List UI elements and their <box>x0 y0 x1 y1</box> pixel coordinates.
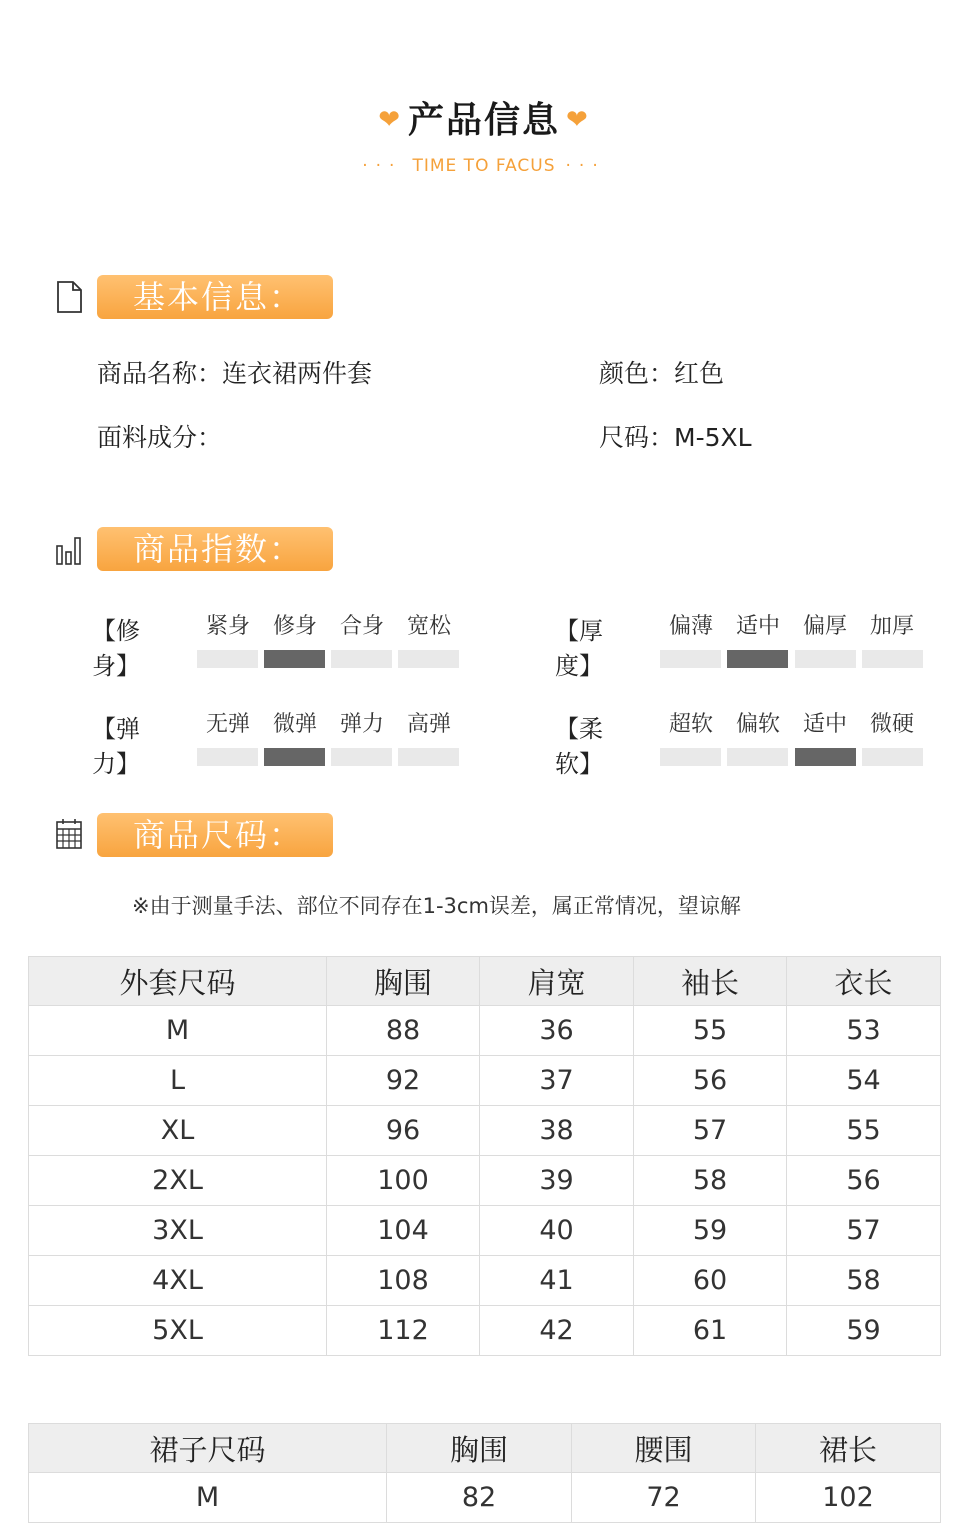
index-bar <box>197 650 258 668</box>
table-row <box>29 1006 941 1056</box>
dots-left: ··· <box>362 156 403 176</box>
size-label: 商品尺码： <box>97 813 333 857</box>
table-cell: 5XL <box>29 1306 327 1356</box>
table-cell: 56 <box>787 1156 941 1206</box>
table-header: 袖长 <box>634 957 787 1006</box>
index-option: 加厚 <box>869 614 914 639</box>
index-option: 偏厚 <box>802 614 847 639</box>
index-bar <box>795 650 856 668</box>
index-bar <box>795 748 856 766</box>
index-option: 修身 <box>272 614 317 639</box>
table-cell: 42 <box>480 1306 634 1356</box>
skirt-size-table <box>28 1423 941 1523</box>
heart-icon: ❤ <box>566 105 590 135</box>
table-cell: XL <box>29 1106 327 1156</box>
table-row <box>29 1156 941 1206</box>
table-cell: 96 <box>327 1106 480 1156</box>
index-bar <box>264 748 325 766</box>
table-cell: 53 <box>787 1006 941 1056</box>
table-cell: 54 <box>787 1056 941 1106</box>
index-bar <box>727 748 788 766</box>
calendar-grid-icon <box>54 817 84 851</box>
product-name-label: 商品名称： <box>97 359 223 388</box>
index-option: 微硬 <box>869 712 914 737</box>
subtitle <box>0 156 968 176</box>
table-cell: 55 <box>634 1006 787 1056</box>
index-option: 偏薄 <box>668 614 713 639</box>
table-cell: 2XL <box>29 1156 327 1206</box>
index-option: 适中 <box>735 614 780 639</box>
table-cell: M <box>29 1473 387 1523</box>
table-cell: 55 <box>787 1106 941 1156</box>
color-row <box>599 354 724 390</box>
index-option: 适中 <box>802 712 847 737</box>
index-bar <box>862 748 923 766</box>
color-label: 颜色： <box>599 359 675 388</box>
table-cell: 108 <box>327 1256 480 1306</box>
table-cell: 41 <box>480 1256 634 1306</box>
index-name: 【弹力】 <box>92 715 140 778</box>
index-option: 无弹 <box>205 712 250 737</box>
size-range-value: M-5XL <box>674 423 752 452</box>
table-header-row <box>29 957 941 1006</box>
index-name: 【修身】 <box>92 617 140 680</box>
title-text: 产品信息 <box>407 100 560 141</box>
measurement-note: ※由于测量手法、部位不同存在1-3cm误差，属正常情况，望谅解 <box>132 894 741 918</box>
index-option: 宽松 <box>406 614 451 639</box>
table-cell: 104 <box>327 1206 480 1256</box>
table-header: 肩宽 <box>480 957 634 1006</box>
table-cell: 3XL <box>29 1206 327 1256</box>
table-cell: 57 <box>634 1106 787 1156</box>
basic-info-label: 基本信息： <box>97 275 333 319</box>
table-cell: 82 <box>387 1473 572 1523</box>
product-name-value: 连衣裙两件套 <box>222 359 373 388</box>
color-value: 红色 <box>674 359 725 388</box>
table-cell: 40 <box>480 1206 634 1256</box>
table-header: 胸围 <box>387 1424 572 1473</box>
indices-label: 商品指数： <box>97 527 333 571</box>
table-cell: 112 <box>327 1306 480 1356</box>
table-cell: 59 <box>634 1206 787 1256</box>
table-row <box>29 1056 941 1106</box>
index-bar <box>862 650 923 668</box>
index-name: 【柔软】 <box>555 715 603 778</box>
table-cell: 102 <box>756 1473 941 1523</box>
index-bar <box>197 748 258 766</box>
coat-size-table <box>28 956 941 1356</box>
table-cell: 100 <box>327 1156 480 1206</box>
table-header: 外套尺码 <box>29 957 327 1006</box>
table-row <box>29 1106 941 1156</box>
table-row <box>29 1306 941 1356</box>
table-header: 衣长 <box>787 957 941 1006</box>
table-cell: M <box>29 1006 327 1056</box>
table-cell: 36 <box>480 1006 634 1056</box>
table-cell: 58 <box>634 1156 787 1206</box>
index-option: 超软 <box>668 712 713 737</box>
index-option: 紧身 <box>205 614 250 639</box>
table-header: 腰围 <box>572 1424 756 1473</box>
table-cell: 59 <box>787 1306 941 1356</box>
index-option: 微弹 <box>272 712 317 737</box>
table-cell: 60 <box>634 1256 787 1306</box>
heart-icon: ❤ <box>378 105 402 135</box>
product-name-row <box>97 354 372 390</box>
document-icon <box>54 280 84 314</box>
table-cell: 37 <box>480 1056 634 1106</box>
table-header: 裙子尺码 <box>29 1424 387 1473</box>
dots-right: ··· <box>565 156 606 176</box>
table-cell: 39 <box>480 1156 634 1206</box>
table-cell: 4XL <box>29 1256 327 1306</box>
index-bar <box>264 650 325 668</box>
index-option: 合身 <box>339 614 384 639</box>
subtitle-text: TIME TO FACUS <box>412 156 556 176</box>
index-bar <box>398 748 459 766</box>
index-option: 弹力 <box>339 712 384 737</box>
fabric-row <box>97 418 222 454</box>
table-cell: 72 <box>572 1473 756 1523</box>
size-range-row <box>599 418 752 454</box>
index-option: 高弹 <box>406 712 451 737</box>
table-cell: L <box>29 1056 327 1106</box>
index-bar <box>660 748 721 766</box>
table-cell: 57 <box>787 1206 941 1256</box>
index-bar <box>331 650 392 668</box>
table-cell: 92 <box>327 1056 480 1106</box>
index-bar <box>660 650 721 668</box>
index-name: 【厚度】 <box>555 617 603 680</box>
index-bar <box>398 650 459 668</box>
index-option: 偏软 <box>735 712 780 737</box>
table-cell: 58 <box>787 1256 941 1306</box>
table-header: 裙长 <box>756 1424 941 1473</box>
table-row <box>29 1206 941 1256</box>
table-header-row <box>29 1424 941 1473</box>
table-cell: 56 <box>634 1056 787 1106</box>
table-cell: 61 <box>634 1306 787 1356</box>
fabric-label: 面料成分： <box>97 423 223 452</box>
table-row <box>29 1256 941 1306</box>
table-header: 胸围 <box>327 957 480 1006</box>
table-cell: 88 <box>327 1006 480 1056</box>
page-title <box>0 92 968 143</box>
index-bar <box>331 748 392 766</box>
table-cell: 38 <box>480 1106 634 1156</box>
bar-chart-icon <box>54 532 84 566</box>
index-bar <box>727 650 788 668</box>
size-range-label: 尺码： <box>599 423 675 452</box>
